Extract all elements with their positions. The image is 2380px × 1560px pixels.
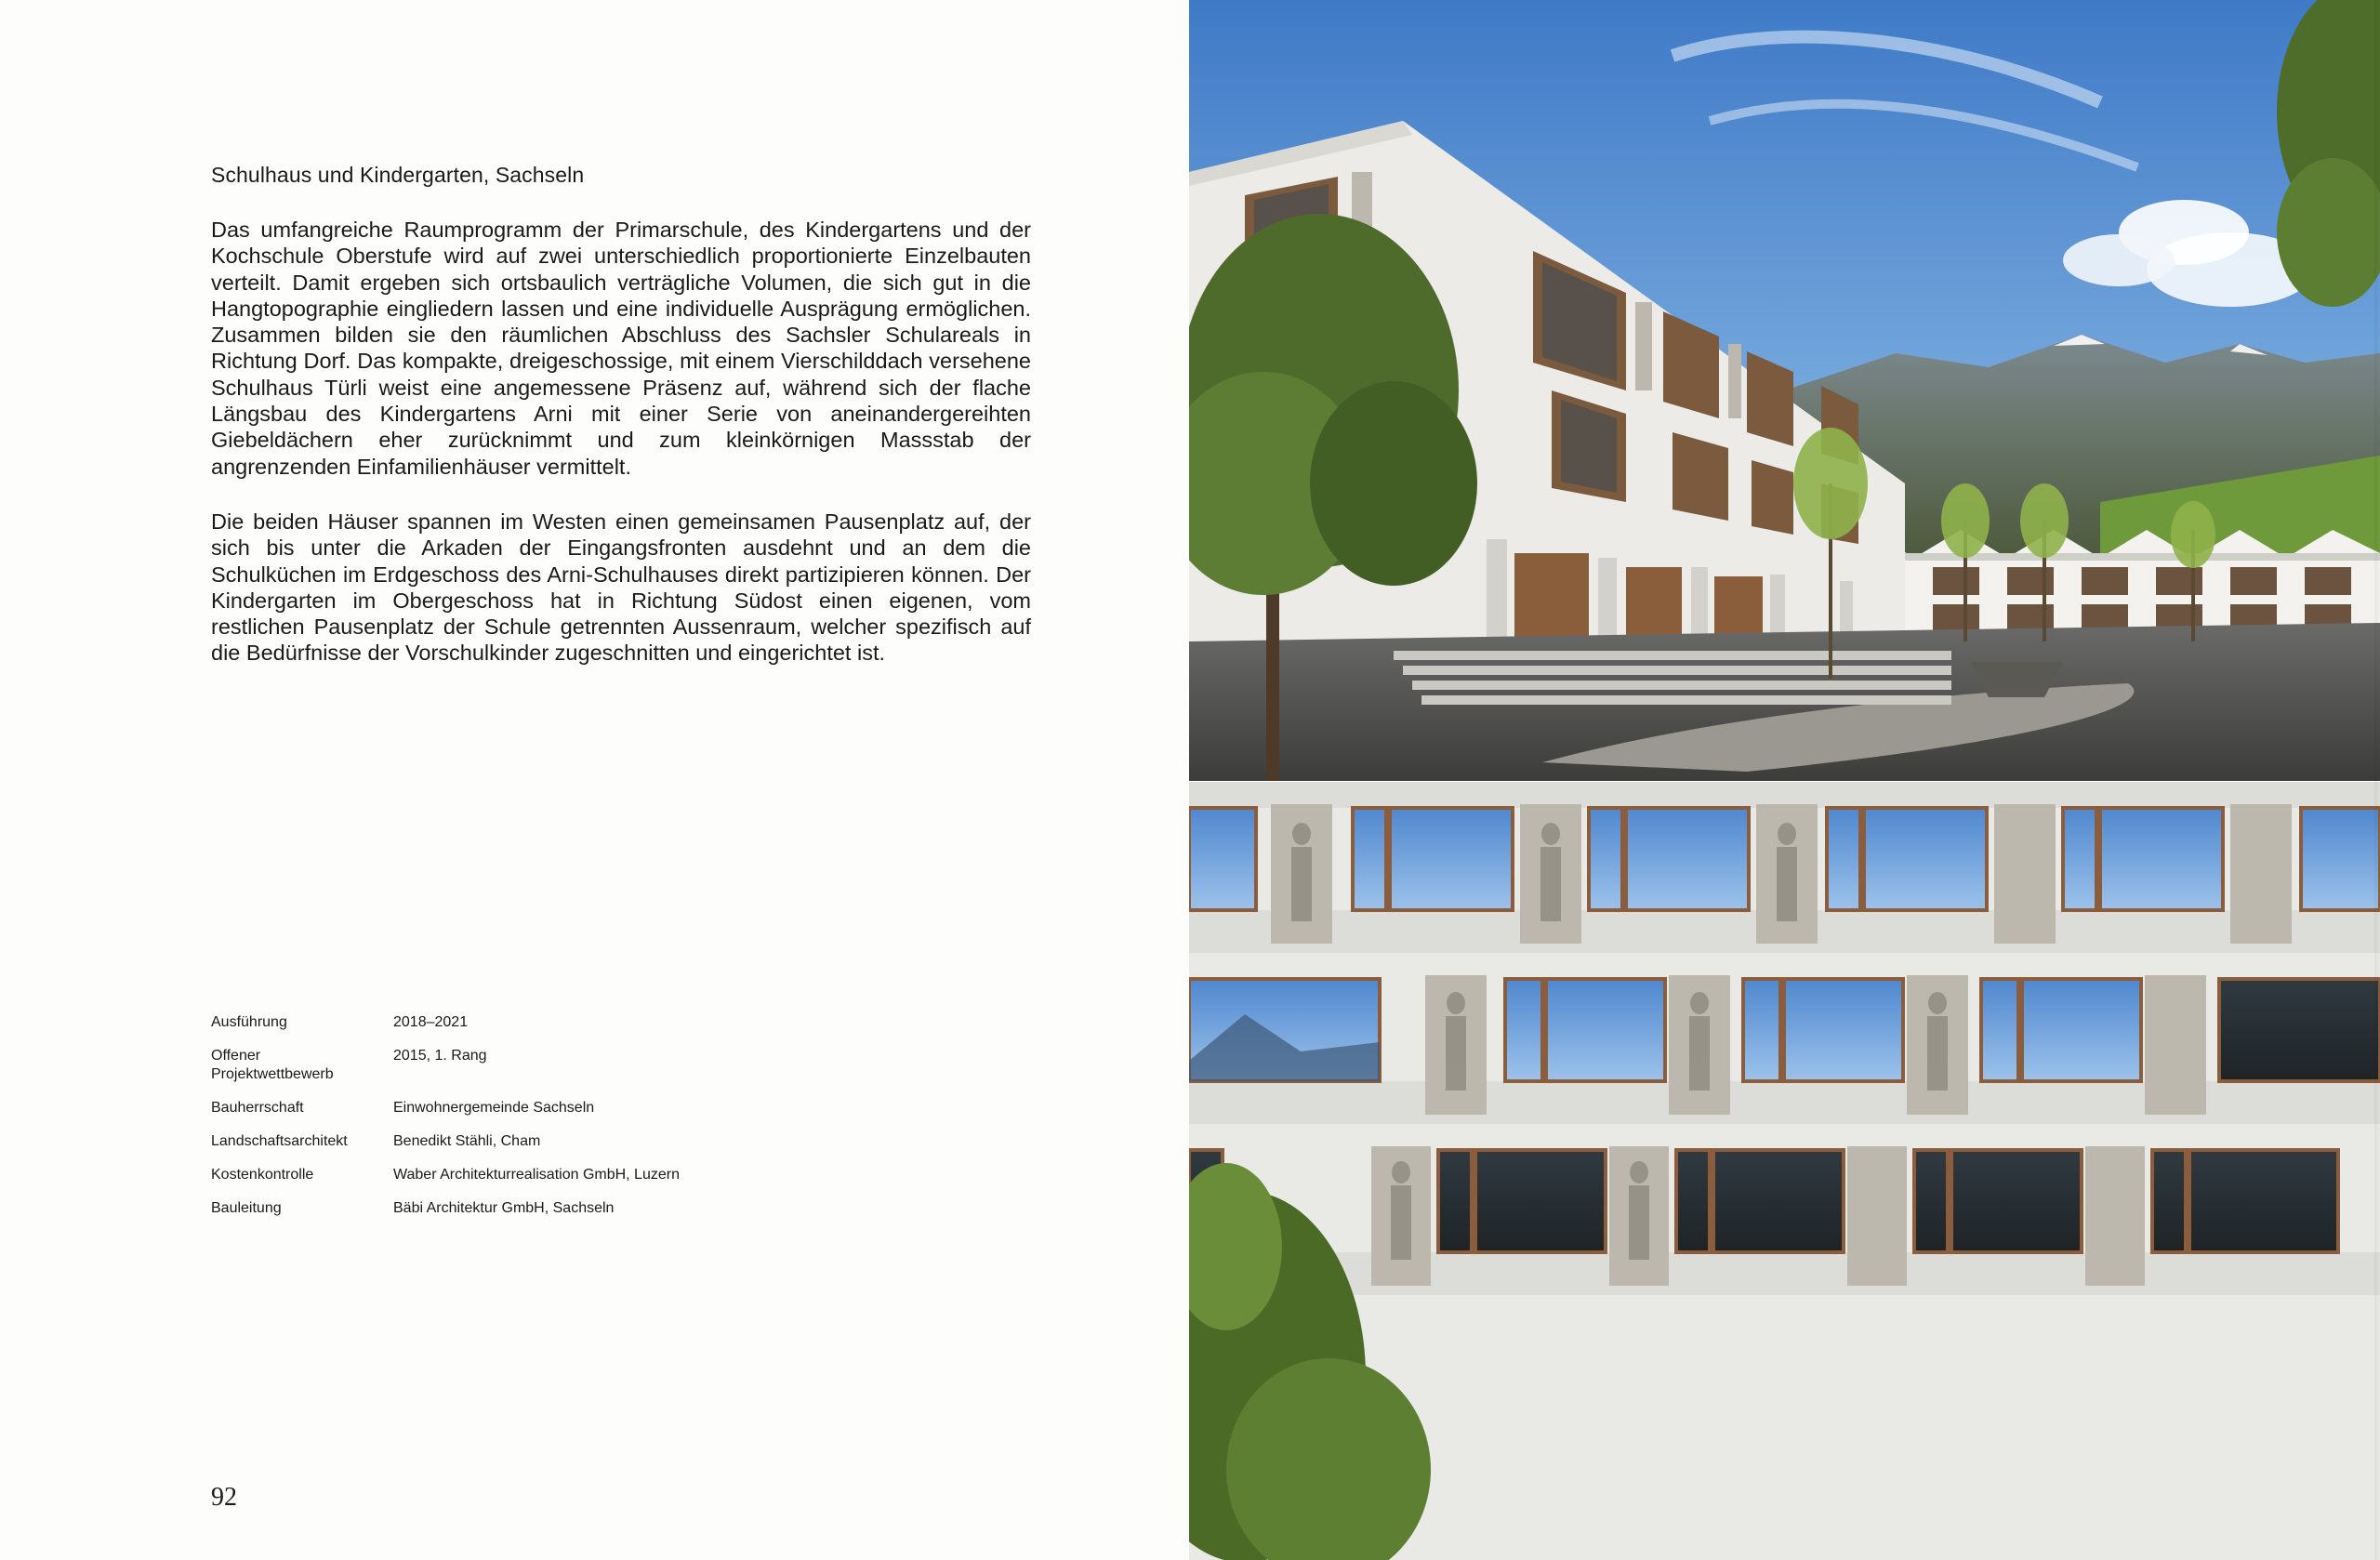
fact-label: Bauleitung bbox=[211, 1200, 282, 1216]
fact-label: Bauherrschaft bbox=[211, 1100, 304, 1116]
page-title: Schulhaus und Kindergarten, Sachseln bbox=[211, 163, 585, 187]
fact-value: 2018–2021 bbox=[393, 1014, 469, 1030]
fact-row bbox=[211, 1199, 680, 1218]
fact-row bbox=[211, 1132, 680, 1151]
body-paragraph-1: Das umfangreiche Raumprogramm der Primarschule, des Kindergartens und der Kochschule Oberstufe wird auf zwei unterschiedlich proportionierte Einzelbauten verteilt. Damit ergeben sich ortsbaulich verträgliche Volumen, die sich gut in die Hangtopographie eingliedern lassen und eine individuelle Ausprägung ermöglichen. Zusammen bilden sie den räumlichen Abschluss des Sachsler Schulareals in Richtung Dorf. Das kompakte, dreigeschossige, mit einem Vierschilddach versehene Schulhaus Türli weist eine angemessene Präsenz auf, während sich der flache Längsbau des Kindergartens Arni mit einer Serie von aneinandergereihten Giebeldächern eher zurücknimmt und zum kleinkörnigen Massstab der angrenzenden Einfamilienhäuser vermittelt. bbox=[211, 218, 1031, 479]
fact-value: Bäbi Architektur GmbH, Sachseln bbox=[393, 1200, 615, 1216]
fact-label: Kostenkontrolle bbox=[211, 1167, 314, 1183]
fact-label: Landschaftsarchitekt bbox=[211, 1133, 348, 1149]
facade-detail-photo bbox=[1189, 782, 2380, 1560]
right-page bbox=[1189, 0, 2380, 1560]
fact-row bbox=[211, 1047, 680, 1084]
page-number: 92 bbox=[211, 1483, 237, 1512]
fact-value: Benedikt Stähli, Cham bbox=[393, 1133, 541, 1149]
project-facts-table bbox=[211, 1013, 680, 1233]
fact-row bbox=[211, 1166, 680, 1184]
fact-label: Offener Projektwettbewerb bbox=[211, 1048, 334, 1082]
left-page bbox=[0, 0, 1189, 1560]
body-paragraph-2: Die beiden Häuser spannen im Westen einen gemeinsamen Pausenplatz auf, der sich bis unter die Arkaden der Eingangsfronten ausdehnt und an dem die Schulküchen im Erdgeschoss des Arni-Schulhauses direkt partizipieren können. Der Kindergarten im Obergeschoss hat in Richtung Südost einen eigenen, vom restlichen Pausenplatz der Schule getrennten Aussenraum, welcher spezifisch auf die Bedürfnisse der Vorschulkinder zugeschnitten und eingerichtet ist. bbox=[211, 509, 1031, 666]
fact-row bbox=[211, 1099, 680, 1117]
page-gutter bbox=[2374, 0, 2380, 1560]
fact-value: Einwohnergemeinde Sachseln bbox=[393, 1100, 595, 1116]
school-building-photo bbox=[1189, 0, 2380, 781]
tree-right bbox=[2277, 0, 2380, 307]
fact-label: Ausführung bbox=[211, 1014, 287, 1030]
fact-value: 2015, 1. Rang bbox=[393, 1048, 487, 1064]
fact-row bbox=[211, 1013, 680, 1032]
fact-value: Waber Architekturrealisation GmbH, Luzern bbox=[393, 1167, 680, 1183]
